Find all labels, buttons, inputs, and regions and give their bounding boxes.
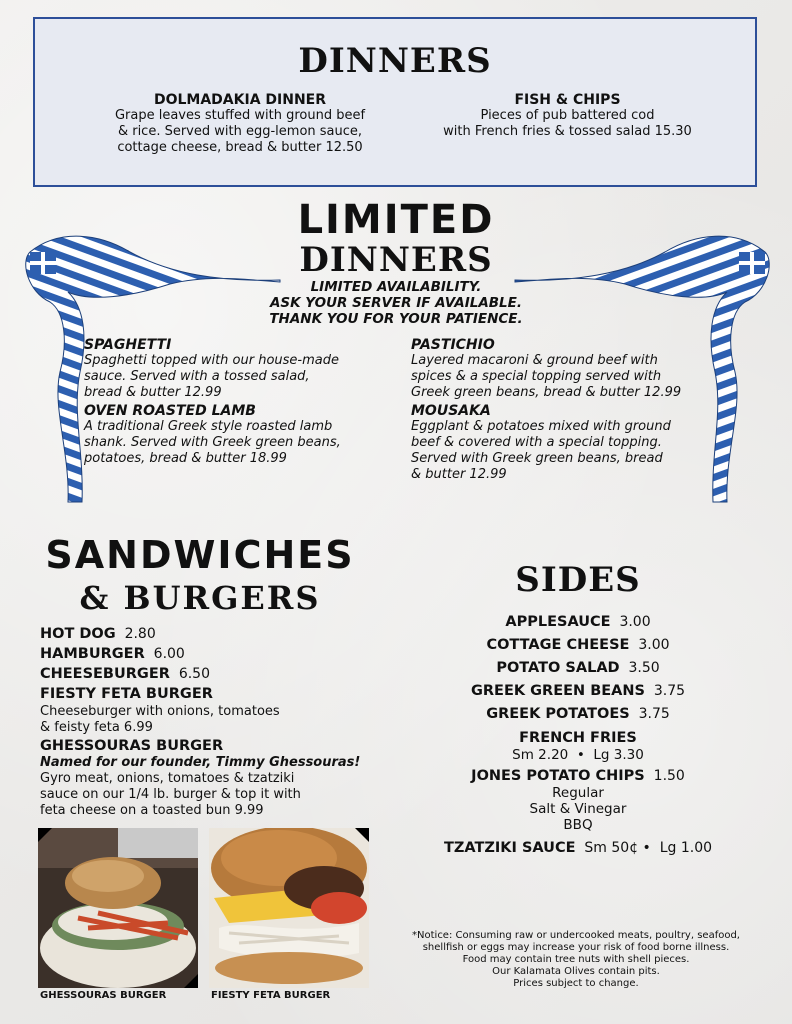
limited-title-line2: DINNERS — [299, 240, 493, 280]
item-desc: Layered macaroni & ground beef with — [411, 353, 658, 368]
item-name: POTATO SALAD — [496, 660, 620, 676]
item-desc: Grape leaves stuffed with ground beef — [114, 108, 366, 123]
item-name: HAMBURGER — [40, 646, 145, 662]
dinners-title: DINNERS — [298, 41, 492, 81]
chip-flavor: BBQ — [563, 817, 593, 833]
item-name: GREEK POTATOES — [486, 706, 630, 722]
sandwiches-title-line1: SANDWICHES — [45, 533, 355, 577]
item-desc: Pieces of pub battered cod — [480, 108, 655, 123]
item-price: 3.50 — [628, 660, 660, 676]
item-name: TZATZIKI SAUCE — [443, 840, 576, 856]
item-desc: potatoes, bread & butter 18.99 — [84, 451, 287, 466]
limited-title-line1: LIMITED — [297, 197, 495, 243]
item-name: GREEK GREEN BEANS — [470, 683, 645, 699]
item-sizes: Sm 50¢ • Lg 1.00 — [584, 840, 713, 856]
item-name: OVEN ROASTED LAMB — [84, 403, 256, 419]
photo-caption-right: FIESTY FETA BURGER — [211, 990, 331, 1001]
item-price: 1.50 — [653, 768, 685, 784]
item-name: DOLMADAKIA DINNER — [153, 92, 327, 108]
note-line: THANK YOU FOR YOUR PATIENCE. — [269, 311, 523, 327]
limited-availability-note — [200, 279, 592, 327]
item-desc: sauce. Served with a tossed salad, — [84, 369, 310, 384]
list-item — [40, 738, 380, 755]
allergy-notice — [390, 930, 762, 990]
item-desc: sauce on our 1/4 lb. burger & top it with — [40, 787, 301, 802]
item-desc: Eggplant & potatoes mixed with ground — [411, 419, 671, 434]
list-item — [420, 703, 736, 726]
notice-line: shellfish or eggs may increase your risk of food borne illness. — [422, 942, 730, 953]
item-name: GHESSOURAS BURGER — [40, 738, 224, 754]
list-item — [420, 768, 736, 785]
sides-title: SIDES — [515, 560, 641, 600]
item-desc: beef & covered with a special topping. — [411, 435, 662, 450]
item-desc: & butter 12.99 — [411, 467, 507, 482]
item-desc: spices & a special topping served with — [411, 369, 662, 384]
item-name: SPAGHETTI — [84, 337, 172, 353]
item-desc: A traditional Greek style roasted lamb — [84, 419, 333, 434]
sandwiches-list — [40, 624, 380, 819]
list-item — [420, 680, 736, 703]
ghessouras-burger-photo — [38, 828, 198, 988]
item-price: 2.80 — [124, 626, 156, 642]
dolmadakia-item — [75, 92, 405, 156]
item-price: 6.50 — [178, 666, 210, 682]
item-desc: Cheeseburger with onions, tomatoes — [40, 704, 280, 719]
item-tagline: Named for our founder, Timmy Ghessouras! — [40, 755, 361, 770]
burger-photo-icon — [209, 828, 369, 988]
item-name: PASTICHIO — [411, 337, 495, 353]
item-desc: Gyro meat, onions, tomatoes & tzatziki — [40, 771, 295, 786]
item-name: HOT DOG — [40, 626, 116, 642]
item-price: 3.75 — [653, 683, 686, 699]
item-price: 3.00 — [619, 614, 651, 630]
dinners-section — [33, 17, 757, 187]
item-desc: Spaghetti topped with our house-made — [84, 353, 339, 368]
list-item — [420, 730, 736, 747]
item-name: FRENCH FRIES — [519, 730, 637, 746]
list-item — [40, 624, 380, 644]
item-desc: bread & butter 12.99 — [84, 385, 222, 400]
chip-flavor: Regular — [552, 785, 604, 801]
notice-line: Our Kalamata Olives contain pits. — [492, 966, 660, 977]
list-item — [40, 664, 380, 684]
list-item — [420, 634, 736, 657]
limited-left-column — [84, 337, 394, 467]
list-item — [420, 657, 736, 680]
chip-flavor: Salt & Vinegar — [529, 801, 627, 817]
sides-list — [420, 611, 736, 860]
notice-line: Food may contain tree nuts with shell pieces. — [462, 954, 690, 965]
item-desc: & rice. Served with egg-lemon sauce, — [117, 124, 363, 139]
item-price: 6.00 — [153, 646, 185, 662]
list-item — [40, 644, 380, 664]
sandwiches-title-line2: & BURGERS — [79, 579, 321, 617]
notice-line: *Notice: Consuming raw or undercooked meats, poultry, seafood, — [412, 930, 740, 941]
note-line: ASK YOUR SERVER IF AVAILABLE. — [269, 295, 523, 311]
item-name: JONES POTATO CHIPS — [471, 768, 645, 784]
item-desc: & feisty feta 6.99 — [40, 720, 153, 735]
item-price: 3.75 — [638, 706, 670, 722]
item-desc: shank. Served with Greek green beans, — [84, 435, 341, 450]
list-item — [420, 611, 736, 634]
item-sizes: Sm 2.20 • Lg 3.30 — [512, 747, 644, 763]
burger-photo-icon — [38, 828, 198, 988]
list-item — [40, 684, 380, 704]
fiesty-feta-burger-photo — [209, 828, 369, 988]
fish-chips-item — [415, 92, 720, 140]
item-name: FISH & CHIPS — [514, 92, 621, 108]
item-desc: Greek green beans, bread & butter 12.99 — [411, 385, 682, 400]
item-name: FIESTY FETA BURGER — [40, 686, 213, 702]
item-name: MOUSAKA — [411, 403, 491, 419]
item-name: APPLESAUCE — [505, 614, 611, 630]
item-desc: Served with Greek green beans, bread — [411, 451, 663, 466]
note-line: LIMITED AVAILABILITY. — [310, 279, 482, 295]
item-name: COTTAGE CHEESE — [486, 637, 630, 653]
notice-line: Prices subject to change. — [513, 978, 639, 989]
item-price: 3.00 — [638, 637, 670, 653]
list-item — [420, 837, 736, 860]
item-desc: feta cheese on a toasted bun 9.99 — [40, 803, 264, 818]
limited-right-column — [411, 337, 731, 483]
item-desc: cottage cheese, bread & butter 12.50 — [117, 140, 363, 155]
item-desc: with French fries & tossed salad 15.30 — [443, 124, 692, 139]
item-name: CHEESEBURGER — [40, 666, 170, 682]
photo-caption-left: GHESSOURAS BURGER — [40, 990, 167, 1001]
